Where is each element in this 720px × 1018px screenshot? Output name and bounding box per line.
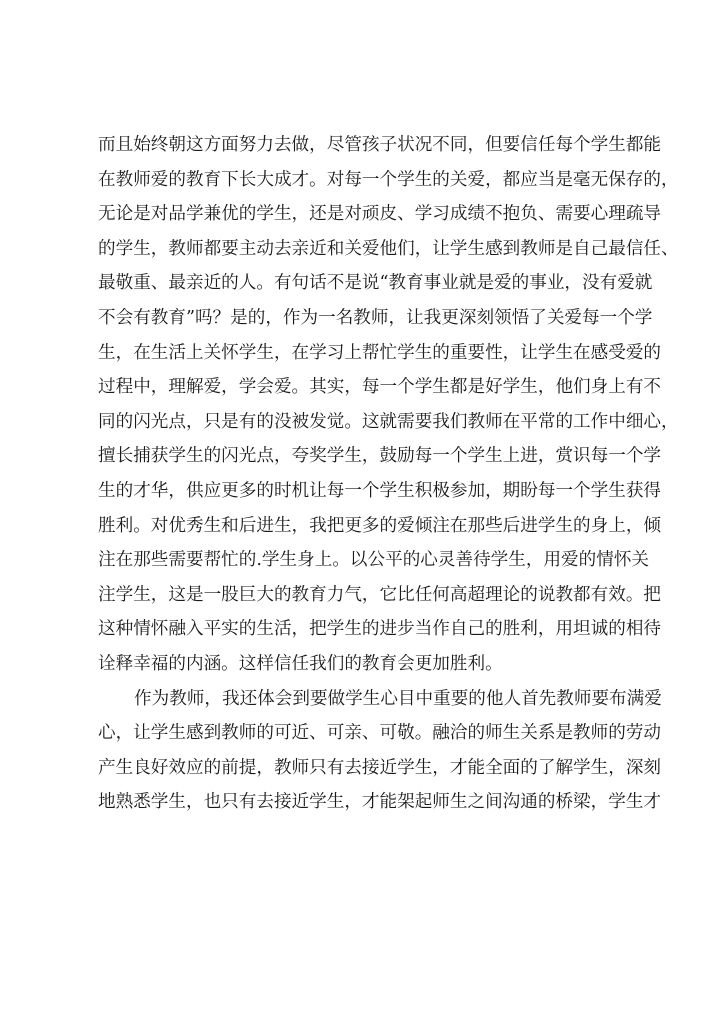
text-line: 诠释幸福的内涵。这样信任我们的教育会更加胜利。 bbox=[98, 653, 503, 674]
text-line: 生，在生活上关怀学生，在学习上帮忙学生的重要性，让学生在感受爱的 bbox=[98, 342, 662, 363]
text-line: 擅长捕获学生的闪光点，夸奖学生，鼓励每一个学生上进，赏识每一个学 bbox=[98, 446, 662, 467]
text-line: 作为教师，我还体会到要做学生心目中重要的他人首先教师要布满爱 bbox=[134, 688, 662, 709]
text-line: 最敬重、最亲近的人。有句话不是说“教育事业就是爱的事业，没有爱就 bbox=[98, 273, 653, 294]
text-line: 的学生，教师都要主动去亲近和关爱他们，让学生感到教师是自己最信任、 bbox=[98, 238, 679, 259]
text-line: 地熟悉学生，也只有去接近学生，才能架起师生之间沟通的桥梁，学生才 bbox=[98, 792, 662, 813]
text-line: 产生良好效应的前提，教师只有去接近学生，才能全面的了解学生，深刻 bbox=[98, 757, 662, 778]
body-text bbox=[98, 128, 679, 820]
text-line: 无论是对品学兼优的学生，还是对顽皮、学习成绩不抱负、需要心理疏导 bbox=[98, 204, 662, 225]
text-line: 同的闪光点，只是有的没被发觉。这就需要我们教师在平常的工作中细心， bbox=[98, 411, 679, 432]
text-line: 心，让学生感到教师的可近、可亲、可敬。融洽的师生关系是教师的劳动 bbox=[98, 723, 662, 744]
paragraph-2 bbox=[98, 682, 662, 820]
text-line: 胜利。对优秀生和后进生，我把更多的爱倾注在那些后进学生的身上，倾 bbox=[98, 515, 662, 536]
text-line: 过程中，理解爱，学会爱。其实，每一个学生都是好学生，他们身上有不 bbox=[98, 377, 662, 398]
text-line: 注学生，这是一股巨大的教育力气，它比任何高超理论的说教都有效。把 bbox=[98, 584, 662, 605]
text-line: 不会有教育”吗？是的，作为一名教师，让我更深刻领悟了关爱每一个学 bbox=[98, 307, 653, 328]
text-line: 在教师爱的教育下长大成才。对每一个学生的关爱，都应当是毫无保存的， bbox=[98, 169, 679, 190]
text-line: 生的才华，供应更多的时机让每一个学生积极参加，期盼每一个学生获得 bbox=[98, 480, 662, 501]
text-line: 注在那些需要帮忙的.学生身上。以公平的心灵善待学生，用爱的情怀关 bbox=[98, 550, 650, 571]
text-line: 而且始终朝这方面努力去做，尽管孩子状况不同，但要信任每个学生都能 bbox=[98, 135, 662, 155]
paragraph-1 bbox=[98, 128, 679, 682]
text-line: 这种情怀融入平实的生活，把学生的进步当作自己的胜利，用坦诚的相待 bbox=[98, 619, 662, 640]
